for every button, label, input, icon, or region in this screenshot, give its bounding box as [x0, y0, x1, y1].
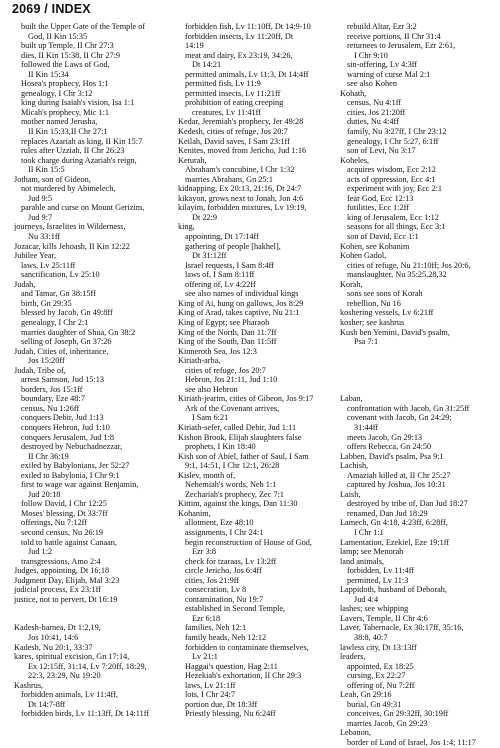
- index-entry: King of the South, Dan 11:5ff: [178, 337, 277, 347]
- index-subentry: marries daughter of Shua, Gn 38:2: [21, 327, 136, 337]
- index-entry: Judah, Cities of, inheritance,: [14, 346, 109, 356]
- index-subentry: permitted fish, Lv 11:9: [185, 79, 261, 89]
- index-subentry: arrest Samson, Jud 15:13: [21, 375, 104, 385]
- index-subentry: cities of refuge, Jos 20:7: [185, 365, 266, 375]
- index-entry: Laban,: [340, 394, 363, 404]
- index-subentry: genealogy, I Chr 5:27, 6:1ff: [347, 136, 439, 146]
- index-subentry: cities of refuge, Nu 21:10ff; Jos 20:6,: [347, 260, 471, 270]
- index-entry: Lappidoth, husband of Deborah,: [340, 585, 447, 595]
- index-entry: Jozacar, kills Jehoash, II Kin 12:22: [14, 241, 130, 251]
- index-subentry: blessed by Jacob, Gn 49:8ff: [21, 308, 113, 318]
- index-entry: Kenites, moved from Jericho, Jud 1:16: [178, 146, 307, 156]
- index-subentry: 31:44ff: [354, 422, 379, 432]
- index-subentry: Jud 1:2: [28, 547, 53, 557]
- index-subentry: borders, Jos 15:1ff: [21, 384, 83, 394]
- index-subentry: conquers Jerusalem, Jud 1:8: [21, 432, 115, 442]
- index-subentry: II Kin 15:34: [28, 69, 69, 79]
- index-subentry: see also Hebron: [185, 384, 238, 394]
- index-subentry: son of Levi, Nu 3:17: [347, 146, 416, 156]
- index-subentry: and Tamar, Gn 38:15ff: [21, 289, 96, 299]
- index-subentry: covenant with Jacob, Gn 24:29;: [347, 413, 452, 423]
- index-entry: King of Arad, takes captive, Nu 21:1: [178, 308, 300, 318]
- index-subentry: Israel requests, I Sam 8:4ff: [185, 260, 274, 270]
- section-gap: [14, 604, 170, 614]
- index-subentry: acts of oppression, Ecc 4:1: [347, 174, 436, 184]
- index-entry: Judah,: [14, 279, 36, 289]
- index-subentry: built the Upper Gate of the Temple of: [21, 22, 146, 31]
- index-subentry: 14:19: [185, 41, 204, 51]
- index-subentry: 22:3, 23:29, Nu 19:20: [28, 671, 101, 681]
- index-subentry: Lv 21:1: [192, 652, 218, 662]
- index-subentry: prohibition of eating creeping: [185, 98, 284, 108]
- index-subentry: consecration, Lv 8: [185, 585, 247, 595]
- index-subentry: Zechariah's prophecy, Zec 7:1: [185, 489, 284, 499]
- index-entry: Kish son of Abiel, father of Saul, I Sam: [178, 451, 309, 461]
- index-subentry: assignments, I Chr 24:1: [185, 527, 264, 537]
- index-entry: King of the North, Dan 11:7ff: [178, 327, 277, 337]
- index-entry: kares, spiritual excision, Gn 17:14,: [14, 652, 130, 662]
- index-subentry: meat and dairy, Ex 23:19, 34:26,: [185, 50, 293, 60]
- section-gap: [14, 614, 170, 624]
- index-subentry: I Chr 1:1: [354, 527, 384, 537]
- index-subentry: Nu 33:1ff: [28, 232, 61, 242]
- index-entry: Keturah,: [178, 155, 207, 165]
- index-subentry: appointing, Dt 17:14ff: [185, 232, 259, 242]
- index-subentry: Ezr 3:8: [192, 547, 217, 557]
- index-subentry: conceives, Gn 29:32ff, 30:19ff: [347, 709, 449, 719]
- index-entry: Lachish,: [340, 461, 369, 471]
- index-entry: Kohen, see Kohanim: [340, 241, 410, 251]
- index-subentry: fear God, Ecc 12:13: [347, 193, 414, 203]
- index-entry: Kinneroth Sea, Jos 12:3: [178, 346, 257, 356]
- index-subentry: exiled by Babylonians, Jer 52:27: [21, 461, 130, 471]
- index-subentry: first to wage war against Benjamin,: [21, 480, 139, 490]
- section-gap: [340, 375, 496, 385]
- index-subentry: son of David, Ecc 1:1: [347, 232, 419, 242]
- index-column-3: [340, 22, 496, 748]
- index-entry: Kiriath-arba,: [178, 356, 221, 366]
- index-subentry: permitted animals, Lv 11:3, Dt 14:4ff: [185, 69, 309, 79]
- index-subentry: transgressions, Amo 2:4: [21, 556, 101, 566]
- index-subentry: laws, Lv 21:1ff: [185, 680, 236, 690]
- index-subentry: offering of, Lv 4:22ff: [185, 279, 256, 289]
- index-subentry: receive portions, II Chr 31:4: [347, 31, 441, 41]
- index-subentry: 9:1, 14:51, I Chr 12:1, 26:28: [185, 461, 280, 471]
- index-subentry: laws, Lv 25:11ff: [21, 260, 76, 270]
- index-subentry: Jos 15:20ff: [28, 356, 65, 366]
- index-subentry: II Chr 36:19: [28, 451, 69, 461]
- index-entry: Kedesh, cities of refuge, Jos 20:7: [178, 127, 288, 137]
- index-entry: Lavers, Temple, II Chr 4:6: [340, 613, 428, 623]
- index-subentry: meets Jacob, Gn 29:13: [347, 432, 423, 442]
- index-subentry: family, Nu 3:27ff, I Chr 23:12: [347, 127, 447, 137]
- index-entry: Kashrus,: [14, 680, 44, 690]
- index-subentry: appointed, Ex 18:25: [347, 661, 414, 671]
- index-subentry: permitted, Lv 11:3: [347, 575, 409, 585]
- index-entry: Keilah, David saves, I Sam 23:1ff: [178, 136, 290, 146]
- index-subentry: rebuild Altar, Ezr 3:2: [347, 22, 417, 31]
- index-entry: Judges, appointing, Dt 16:18: [14, 566, 110, 576]
- index-subentry: built up Temple, II Chr 27:3: [21, 41, 114, 51]
- index-subentry: allotment, Eze 48:10: [185, 518, 254, 528]
- index-column-1: [14, 22, 170, 719]
- index-subentry: contamination, Nu 19:7: [185, 594, 264, 604]
- index-entry: King of Ai, hung on gallows, Jos 8:29: [178, 298, 304, 308]
- index-subentry: follow David, I Chr 12:25: [21, 499, 107, 509]
- index-subentry: forbidden fish, Lv 11:10ff, Dt 14:9-10: [185, 22, 311, 31]
- index-subentry: Moses' blessing, Dt 33:7ff: [21, 508, 108, 518]
- index-subentry: Ark of the Covenant arrives,: [185, 403, 280, 413]
- index-subentry: Dt 14:21: [192, 60, 222, 70]
- index-subentry: Hebron, Jos 21:11, Jud 1:10: [185, 375, 278, 385]
- index-subentry: Micah's prophecy, Mic 1:1: [21, 107, 110, 117]
- index-subentry: marries Jacob, Gn 29:23: [347, 718, 428, 728]
- index-entry: Korah,: [340, 279, 363, 289]
- index-subentry: selling of Joseph, Gn 37:26: [21, 337, 112, 347]
- index-entry: lashes; see whipping: [340, 604, 409, 614]
- index-entry: Jubilee Year,: [14, 251, 57, 261]
- index-subentry: portion due, Dt 18:3ff: [185, 699, 258, 709]
- index-subentry: duties, Nu 4:4ff: [347, 117, 399, 127]
- index-subentry: seasons for all things, Ecc 3:1: [347, 222, 446, 232]
- index-subentry: sons see sons of Korah: [347, 289, 423, 299]
- index-subentry: offerings, Nu 7:12ff: [21, 518, 87, 528]
- index-subentry: second census, Nu 26:19: [21, 527, 104, 537]
- index-subentry: captured by Joshua, Jos 10:31: [347, 480, 446, 490]
- index-entry: judicial process, Ex 23:1ff: [14, 585, 101, 595]
- index-subentry: offers Rebecca, Gn 24:50: [347, 442, 432, 452]
- index-subentry: Jos 10:41, 14:6: [28, 633, 79, 642]
- index-subentry: took charge during Azariah's reign,: [21, 155, 137, 165]
- index-subentry: dies, II Kin 15:38, II Chr 27:9: [21, 50, 120, 60]
- index-subentry: census, Nu 1:26ff: [21, 403, 80, 413]
- index-entry: kidnapping, Ex 20:13, 21:16, Dt 24:7: [178, 184, 302, 194]
- index-entry: Kush ben Yemini, David's psalm,: [340, 327, 450, 337]
- index-subentry: genealogy, I Chr 2:1: [21, 317, 89, 327]
- page-number: 2069: [12, 2, 41, 16]
- index-subentry: Hezekiah's exhortation, II Chr 29:3: [185, 671, 302, 681]
- index-entry: justice, not to pervert, Dt 16:19: [14, 594, 118, 604]
- index-subentry: followed the Laws of God,: [21, 60, 110, 70]
- section-gap: [340, 366, 496, 376]
- section-gap: [340, 356, 496, 366]
- index-subentry: forbidden birds, Lv 11:13ff, Dt 14:11ff: [21, 709, 150, 719]
- index-subentry: conquers Debir, Jud 1:13: [21, 413, 104, 423]
- index-subentry: lots, I Chr 24:7: [185, 690, 235, 700]
- index-entry: Koheles,: [340, 155, 370, 165]
- index-entry: Kislev, month of,: [178, 470, 236, 480]
- index-subentry: king of Jerusalem, Ecc 1:12: [347, 212, 439, 222]
- index-subentry: futilities, Ecc 1:2ff: [347, 203, 409, 213]
- index-subentry: replaces Azariah as king, II Kin 15:7: [21, 136, 143, 146]
- index-subentry: Amaziah killed at, II Chr 25:27: [347, 470, 451, 480]
- index-subentry: destroyed by tribe of, Dan Jud 18:27: [347, 499, 468, 509]
- index-entry: Kiriath-jearim, cities of Gibeon, Jos 9:17: [178, 394, 314, 404]
- index-subentry: renamed, Dan Jud 18:29: [347, 508, 428, 518]
- index-subentry: creatures, Lv 11:41ff: [192, 107, 261, 117]
- index-entry: Kohath,: [340, 88, 367, 98]
- index-subentry: prophets, I Kin 18:40: [185, 442, 256, 452]
- index-subentry: told to battle against Canaan,: [21, 537, 117, 547]
- index-subentry: marries Abraham, Gn 25:1: [185, 174, 273, 184]
- index-subentry: Jud 9:5: [28, 193, 53, 203]
- index-subentry: cities, Jos 21:9ff: [185, 575, 240, 585]
- index-entry: lamp; see Menorah: [340, 547, 404, 557]
- index-subentry: 38:8, 40:7: [354, 633, 388, 642]
- index-subentry: rules after Uzziah, II Chr 26:23: [21, 146, 125, 156]
- index-subentry: Ex 12:15ff, 31:14, Lv 7:20ff, 18:29,: [28, 661, 147, 671]
- index-subentry: permitted insects, Lv 11:21ff: [185, 88, 281, 98]
- index-subentry: forbidden to contaminate themselves,: [185, 642, 309, 652]
- index-subentry: Jud 4:4: [354, 594, 379, 604]
- index-subentry: Jud 20:18: [28, 489, 61, 499]
- index-entry: Judah, Tribe of,: [14, 365, 66, 375]
- index-entry: kikayon, grows next to Jonah, Jon 4:6: [178, 193, 304, 203]
- index-subentry: check for tzaraas, Lv 13:2ff: [185, 556, 277, 566]
- index-entry: king,: [178, 222, 195, 232]
- index-subentry: Ezr 6:18: [192, 613, 221, 623]
- index-subentry: border of Land of Israel, Jos 1:4; 11:17: [347, 738, 476, 748]
- index-subentry: Dt 22:9: [192, 212, 217, 222]
- section-gap: [340, 385, 496, 395]
- index-subentry: forbidden, Lv 11:4ff: [347, 566, 415, 576]
- index-subentry: offering of, Nu 7:2ff: [347, 680, 415, 690]
- index-entry: journeys, Israelites in Wilderness,: [14, 222, 126, 232]
- index-subentry: forbidden insects, Lv 11:20ff, Dt: [185, 31, 294, 41]
- index-subentry: not murdered by Abimelech,: [21, 184, 116, 194]
- index-subentry: cities, Jos 21:20ff: [347, 107, 406, 117]
- index-subentry: king during Isaiah's vision, Isa 1:1: [21, 98, 135, 108]
- index-subentry: begin reconstruction of House of God,: [185, 537, 312, 547]
- index-subentry: parable and curse on Mount Gerizim,: [21, 203, 145, 213]
- index-subentry: sanctification, Lv 25:10: [21, 270, 100, 280]
- index-column-2: [178, 22, 334, 719]
- index-subentry: established in Second Temple,: [185, 604, 286, 614]
- index-subentry: exiled to Babylonia, I Chr 9:1: [21, 470, 120, 480]
- index-subentry: II Kin 15:5: [28, 165, 65, 175]
- index-subentry: returnees to Jerusalem, Ezr 2:61,: [347, 41, 456, 51]
- index-subentry: Dt 31:12ff: [192, 251, 227, 261]
- index-subentry: census, Nu 4:1ff: [347, 98, 402, 108]
- section-gap: [340, 347, 496, 357]
- index-subentry: conquers Hebron, Jud 1:10: [21, 422, 110, 432]
- index-subentry: cursing, Ex 22:27: [347, 671, 406, 681]
- index-entry: Lamentation, Ezekiel, Eze 19:1ff: [340, 537, 450, 547]
- index-entry: Lamech, Gn 4:18, 4:23ff, 6:28ff,: [340, 518, 448, 528]
- index-subentry: genealogy, I Chr 3:12: [21, 88, 93, 98]
- index-entry: Jotham, son of Gideon,: [14, 174, 91, 184]
- index-subentry: destroyed by Nebuchadnezzar,: [21, 442, 123, 452]
- index-subentry: I Sam 6:21: [192, 413, 229, 423]
- index-subentry: I Chr 9:10: [354, 50, 388, 60]
- index-subentry: Psa 7:1: [354, 337, 379, 347]
- index-subentry: Jud 9:7: [28, 212, 53, 222]
- index-subentry: acquires wisdom, Ecc 2:12: [347, 165, 436, 175]
- index-subentry: burial, Gn 49:31: [347, 699, 402, 709]
- index-subentry: experiment with joy, Ecc 2:1: [347, 184, 442, 194]
- index-entry: lawless city, Dt 13:13ff: [340, 642, 417, 652]
- index-entry: Kadesh-barnea, Dt 1:2,19,: [14, 623, 101, 633]
- index-entry: Leah, Gn 29:16: [340, 690, 392, 700]
- index-entry: kilayim, forbidden mixtures, Lv 19:19,: [178, 203, 307, 213]
- index-entry: koshering vessels, Lv 6:21ff: [340, 308, 434, 318]
- index-subentry: see also names of individual kings: [185, 289, 299, 299]
- index-subentry: Abraham's concubine, I Chr 1:32: [185, 165, 295, 175]
- index-entry: Labben, David's psalm, Psa 9:1: [340, 451, 444, 461]
- index-subentry: mother named Jerusha,: [21, 117, 98, 127]
- index-entry: Kiriath-sefer, called Debir, Jud 1:11: [178, 422, 297, 432]
- index-subentry: confrontation with Jacob, Gn 31:25ff: [347, 403, 470, 413]
- index-subentry: Priestly blessing, Nu 6:24ff: [185, 709, 276, 719]
- index-entry: Judgment Day, Elijah, Mal 3:23: [14, 575, 120, 585]
- index-subentry: families, Neh 12:1: [185, 623, 247, 633]
- index-entry: Laish,: [340, 489, 361, 499]
- index-subentry: forbidden animals, Lv 11:4ff,: [21, 690, 118, 700]
- index-subentry: Haggai's question, Hag 2:11: [185, 661, 278, 671]
- index-subentry: birth, Gn 29:35: [21, 298, 72, 308]
- index-entry: Lebanon,: [340, 728, 371, 738]
- index-subentry: sin-offering, Lv 4:3ff: [347, 60, 418, 70]
- index-subentry: Hosea's prophecy, Hos 1:1: [21, 79, 109, 89]
- index-entry: Kittim, against the kings, Dan 11:30: [178, 499, 298, 509]
- page-title: INDEX: [51, 2, 91, 16]
- index-entry: Laver, Tabernacle, Ex 30:17ff, 35:16,: [340, 623, 464, 633]
- index-subentry: laws of, I Sam 8:11ff: [185, 270, 255, 280]
- index-subentry: family heads, Neh 12:12: [185, 633, 267, 642]
- index-entry: kosher; see kashrus: [340, 317, 405, 327]
- index-subentry: II Kin 15:33,II Chr 27:1: [28, 127, 108, 137]
- index-entry: Kedar, Jeremiah's prophecy, Jer 49:28: [178, 117, 304, 127]
- index-subentry: see also Kohen: [347, 79, 397, 89]
- index-subentry: Nehemiah's words, Neh 1:1: [185, 480, 277, 490]
- index-subentry: rebellion, Nu 16: [347, 298, 401, 308]
- index-entry: Kohen Gadol,: [340, 251, 387, 261]
- index-subentry: Dt 14:7-8ff: [28, 699, 66, 709]
- index-entry: leaders,: [340, 652, 366, 662]
- index-entry: land animals,: [340, 556, 384, 566]
- page-header: 2069 / INDEX: [12, 2, 91, 16]
- index-subentry: warning of curse Mal 2:1: [347, 69, 431, 79]
- index-subentry: gathering of people [hakhel],: [185, 241, 281, 251]
- index-entry: Kadesh, Nu 20:1, 33:37: [14, 642, 93, 652]
- index-entry: Kohanim,: [178, 508, 211, 518]
- index-entry: Kishon Brook, Elijah slaughters false: [178, 432, 302, 442]
- index-subentry: boundary, Eze 48:7: [21, 394, 85, 404]
- index-subentry: circle Jericho, Jos 6:4ff: [185, 566, 262, 576]
- index-entry: King of Egypt; see Pharaoh: [178, 317, 270, 327]
- index-subentry: God, II Kin 15:35: [28, 31, 88, 41]
- index-subentry: manslaughter, Nu 35:25,28,32: [347, 270, 447, 280]
